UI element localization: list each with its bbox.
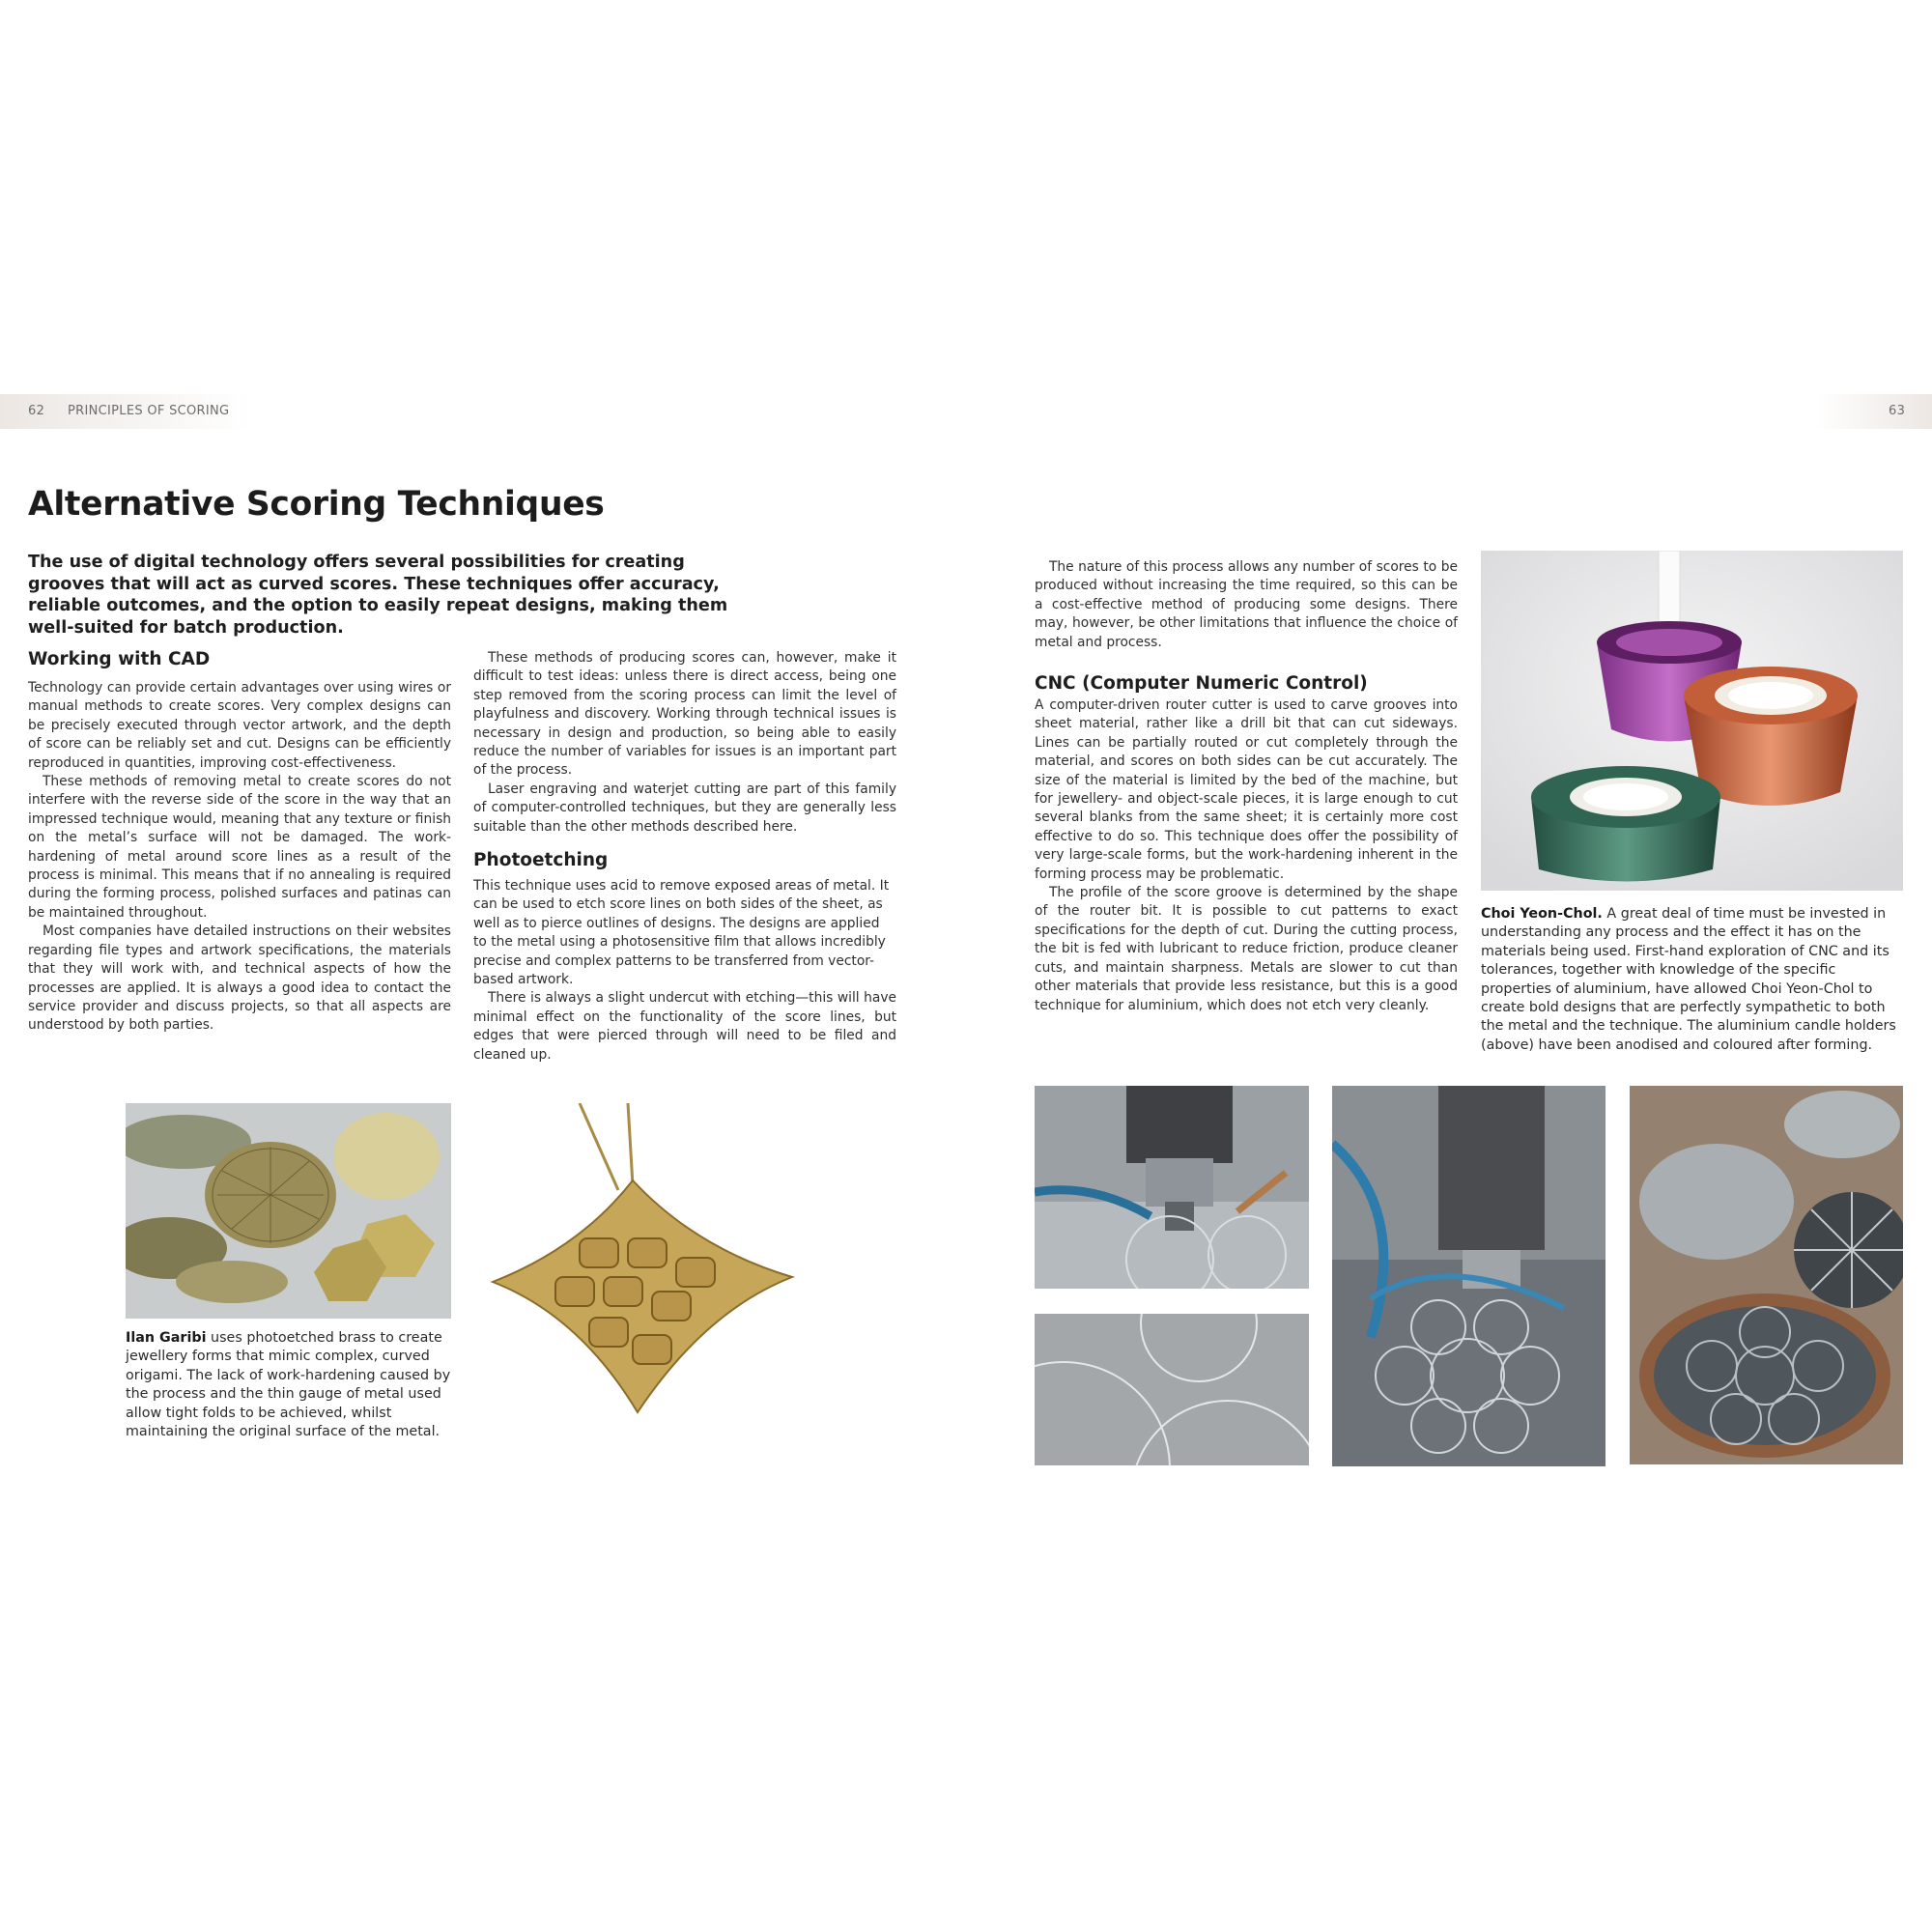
photo-cnc-router-closeup	[1035, 1086, 1309, 1289]
cad-paragraph-2: These methods of removing metal to create scores do not interfere with the reverse side of the score in the way that an impressed technique would, meaning that any texture or finish on the metal’s surface will not be damaged. The work-hardening of metal around score lines as a result of the process is minimal. This means that if no annealing is required during the forming process, polished surfaces and patinas can be maintained throughout.	[28, 774, 451, 921]
page-number-right: 63	[1889, 404, 1906, 418]
photo-scored-aluminium-sheet	[1035, 1314, 1309, 1465]
cnc-paragraph-2: The profile of the score groove is determined by the shape of the router bit. It is possible to cut patterns to exact specifications for the depth of cut. During the cutting process, the bit is fed with lubricant to reduce friction, produce cleaner cuts, and maintain sharpness. Metals are slower to cut than other materials that provide less resistance, but this is a good technique for aluminium, which does not etch very cleanly.	[1035, 885, 1458, 1013]
running-head: PRINCIPLES OF SCORING	[68, 404, 230, 418]
photoetching-paragraph-1: This technique uses acid to remove exposed areas of metal. It can be used to etch score lines on both sides of the sheet, as well as to pierce outlines of designs. The designs are applied to the metal using a photosensitive film that allows incredibly precise and complex patterns to be transferred from vector-based artwork.	[473, 878, 890, 988]
col2-paragraph-1: These methods of producing scores can, however, make it difficult to test ideas: unless there is direct access, being one step removed from the scoring process can limit the level of playfulness and discovery. Working through technical issues is necessary in design and production, so being able to easily reduce the number of variables for issues is an important part of the process.	[473, 650, 896, 779]
photo-etched-brass-pieces	[126, 1103, 451, 1319]
cad-paragraph-3: Most companies have detailed instructions on their websites regarding file types and artwork specifications, the materials that they will work with, and technical aspects of how the processes are applied. It is always a good idea to contact the service provider and discuss projects, so that all aspects are understood by both parties.	[28, 923, 451, 1034]
caption-ilan	[126, 1329, 454, 1441]
cad-paragraph-1: Technology can provide certain advantages over using wires or manual methods to create scores. Very complex designs can be precisely executed through vector artwork, and the depth of score can be reliably set and cut. Designs can be efficiently reproduced in quantities, improving cost-effectiveness.	[28, 680, 451, 771]
photo-brass-pendant	[473, 1103, 802, 1466]
caption-choi-text: A great deal of time must be invested in understanding any process and the effect it has on the materials being used. First-hand exploration of CNC and its tolerances, together with knowledge of the specific properties of aluminium, have allowed Choi Yeon-Chol to create bold designs that are perfectly sympathetic to both the metal and the technique. The aluminium candle holders (above) have been anodised and coloured after forming.	[1481, 906, 1896, 1053]
column-cad	[28, 679, 451, 1036]
column-photoetching	[473, 877, 896, 1065]
header-band-right	[1816, 394, 1932, 429]
column-cnc	[1035, 696, 1458, 1015]
caption-choi	[1481, 905, 1906, 1055]
photo-cnc-machine-cutting	[1332, 1086, 1605, 1466]
page-title: Alternative Scoring Techniques	[28, 485, 605, 524]
intro-paragraph: The use of digital technology offers several possibilities for creating grooves that will act as curved scores. These techniques offer accuracy, reliable outcomes, and the option to easily repeat designs, making them well-suited for batch production.	[28, 553, 728, 638]
caption-ilan-name: Ilan Garibi	[126, 1330, 207, 1346]
photoetching-paragraph-2: There is always a slight undercut with etching—this will have minimal effect on the functionality of the score lines, but edges that were pierced through will need to be filed and cleaned up.	[473, 990, 896, 1063]
photo-candle-holders	[1481, 551, 1903, 891]
heading-cnc: CNC (Computer Numeric Control)	[1035, 673, 1368, 694]
caption-choi-name: Choi Yeon-Chol.	[1481, 906, 1603, 922]
col3-paragraph-1: The nature of this process allows any number of scores to be produced without increasing the time required, so this can be a cost-effective method of producing some designs. There may, however, be other limitations that influence the choice of metal and process.	[1035, 559, 1458, 650]
heading-working-with-cad: Working with CAD	[28, 649, 211, 669]
column-three	[1035, 558, 1458, 652]
heading-photoetching: Photoetching	[473, 850, 609, 870]
caption-ilan-text: uses photoetched brass to create jewellery forms that mimic complex, curved origami. The lack of work-hardening caused by the process and the thin gauge of metal used allow tight folds to be achieved, whilst maintaining the original surface of the metal.	[126, 1330, 451, 1440]
col2-paragraph-2: Laser engraving and waterjet cutting are part of this family of computer-controlled techniques, but they are generally less suitable than the other methods described here.	[473, 781, 896, 835]
cnc-paragraph-1: A computer-driven router cutter is used to carve grooves into sheet material, rather like a drill bit that can cut sideways. Lines can be partially routed or cut completely through the material, and scores on both sides can be cut accurately. The size of the material is limited by the bed of the machine, but for jewellery- and object-scale pieces, it is large enough to cut several blanks from the same sheet; it is certainly more cost effective to do so. This technique does offer the possibility of very large-scale forms, but the work-hardening inherent in the forming process may be problematic.	[1035, 697, 1458, 882]
photo-cnc-cut-flowers	[1630, 1086, 1903, 1464]
page-number-left: 62	[28, 404, 45, 418]
column-two	[473, 649, 896, 837]
